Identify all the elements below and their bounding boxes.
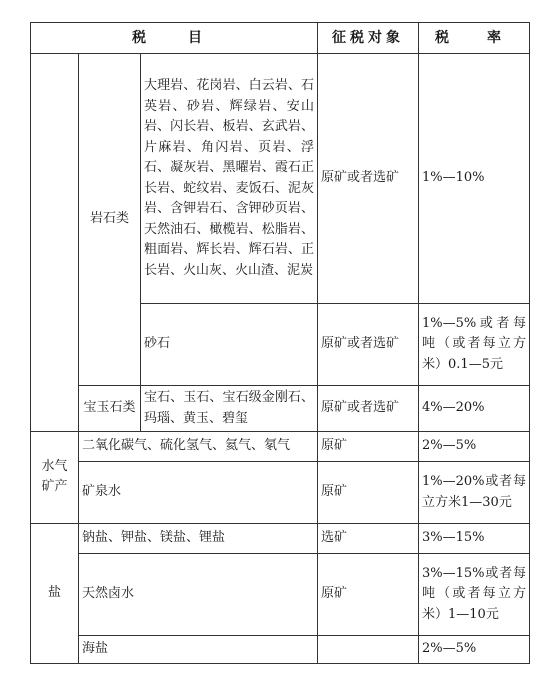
object-cell: 原矿 [318, 432, 419, 462]
table-row [31, 432, 530, 462]
rate-cell: 1%—20%或者每立方米1—30元 [419, 462, 530, 524]
rate-cell: 2%—5% [419, 432, 530, 462]
item-cell: 钠盐、钾盐、镁盐、锂盐 [79, 524, 318, 554]
table-row [31, 554, 530, 636]
item-cell: 矿泉水 [79, 462, 318, 524]
category-cell [31, 432, 79, 524]
item-cell: 天然卤水 [79, 554, 318, 636]
table-header-row [31, 23, 530, 54]
header-tax-object: 征税对象 [318, 23, 419, 54]
object-cell: 原矿或者选矿 [318, 386, 419, 432]
table-row [31, 54, 530, 304]
rate-cell: 1%—5%或者每吨（或者每立方米）0.1—5元 [419, 304, 530, 386]
table-row [31, 386, 530, 432]
item-cell: 二氧化碳气、硫化氢气、氦气、氡气 [79, 432, 318, 462]
object-cell: 选矿 [318, 524, 419, 554]
category-cell [31, 54, 79, 432]
item-cell: 砂石 [141, 304, 318, 386]
category-cell: 盐 [31, 524, 79, 664]
item-cell: 大理岩、花岗岩、白云岩、石英岩、砂岩、辉绿岩、安山岩、闪长岩、板岩、玄武岩、片麻岩、角闪岩、页岩、浮石、凝灰岩、黑曜岩、霞石正长岩、蛇纹岩、麦饭石、泥灰岩、含钾岩石、含钾砂页岩、天然油石、橄榄岩、松脂岩、粗面岩、辉长岩、辉石岩、正长岩、火山灰、火山渣、泥炭 [141, 54, 318, 304]
object-cell [318, 636, 419, 664]
object-cell: 原矿或者选矿 [318, 304, 419, 386]
tax-rate-table [30, 22, 530, 664]
table-row [31, 462, 530, 524]
object-cell: 原矿或者选矿 [318, 54, 419, 304]
object-cell: 原矿 [318, 462, 419, 524]
object-cell: 原矿 [318, 554, 419, 636]
subcategory-label: 岩石类 [89, 211, 129, 227]
header-tax-item: 税 目 [31, 23, 318, 54]
rate-cell: 1%—10% [419, 54, 530, 304]
rate-cell: 3%—15% [419, 524, 530, 554]
item-cell: 宝石、玉石、宝石级金刚石、玛瑙、黄玉、碧玺 [141, 386, 318, 432]
rate-cell: 2%—5% [419, 636, 530, 664]
rate-cell: 3%—15%或者每吨（或者每立方米）1—10元 [419, 554, 530, 636]
subcategory-cell [79, 54, 141, 386]
rate-cell: 4%—20% [419, 386, 530, 432]
table-row [31, 524, 530, 554]
header-tax-rate: 税 率 [419, 23, 530, 54]
table-row [31, 636, 530, 664]
category-label: 水气矿产 [41, 459, 68, 495]
subcategory-cell: 宝玉石类 [79, 386, 141, 432]
item-cell: 海盐 [79, 636, 318, 664]
